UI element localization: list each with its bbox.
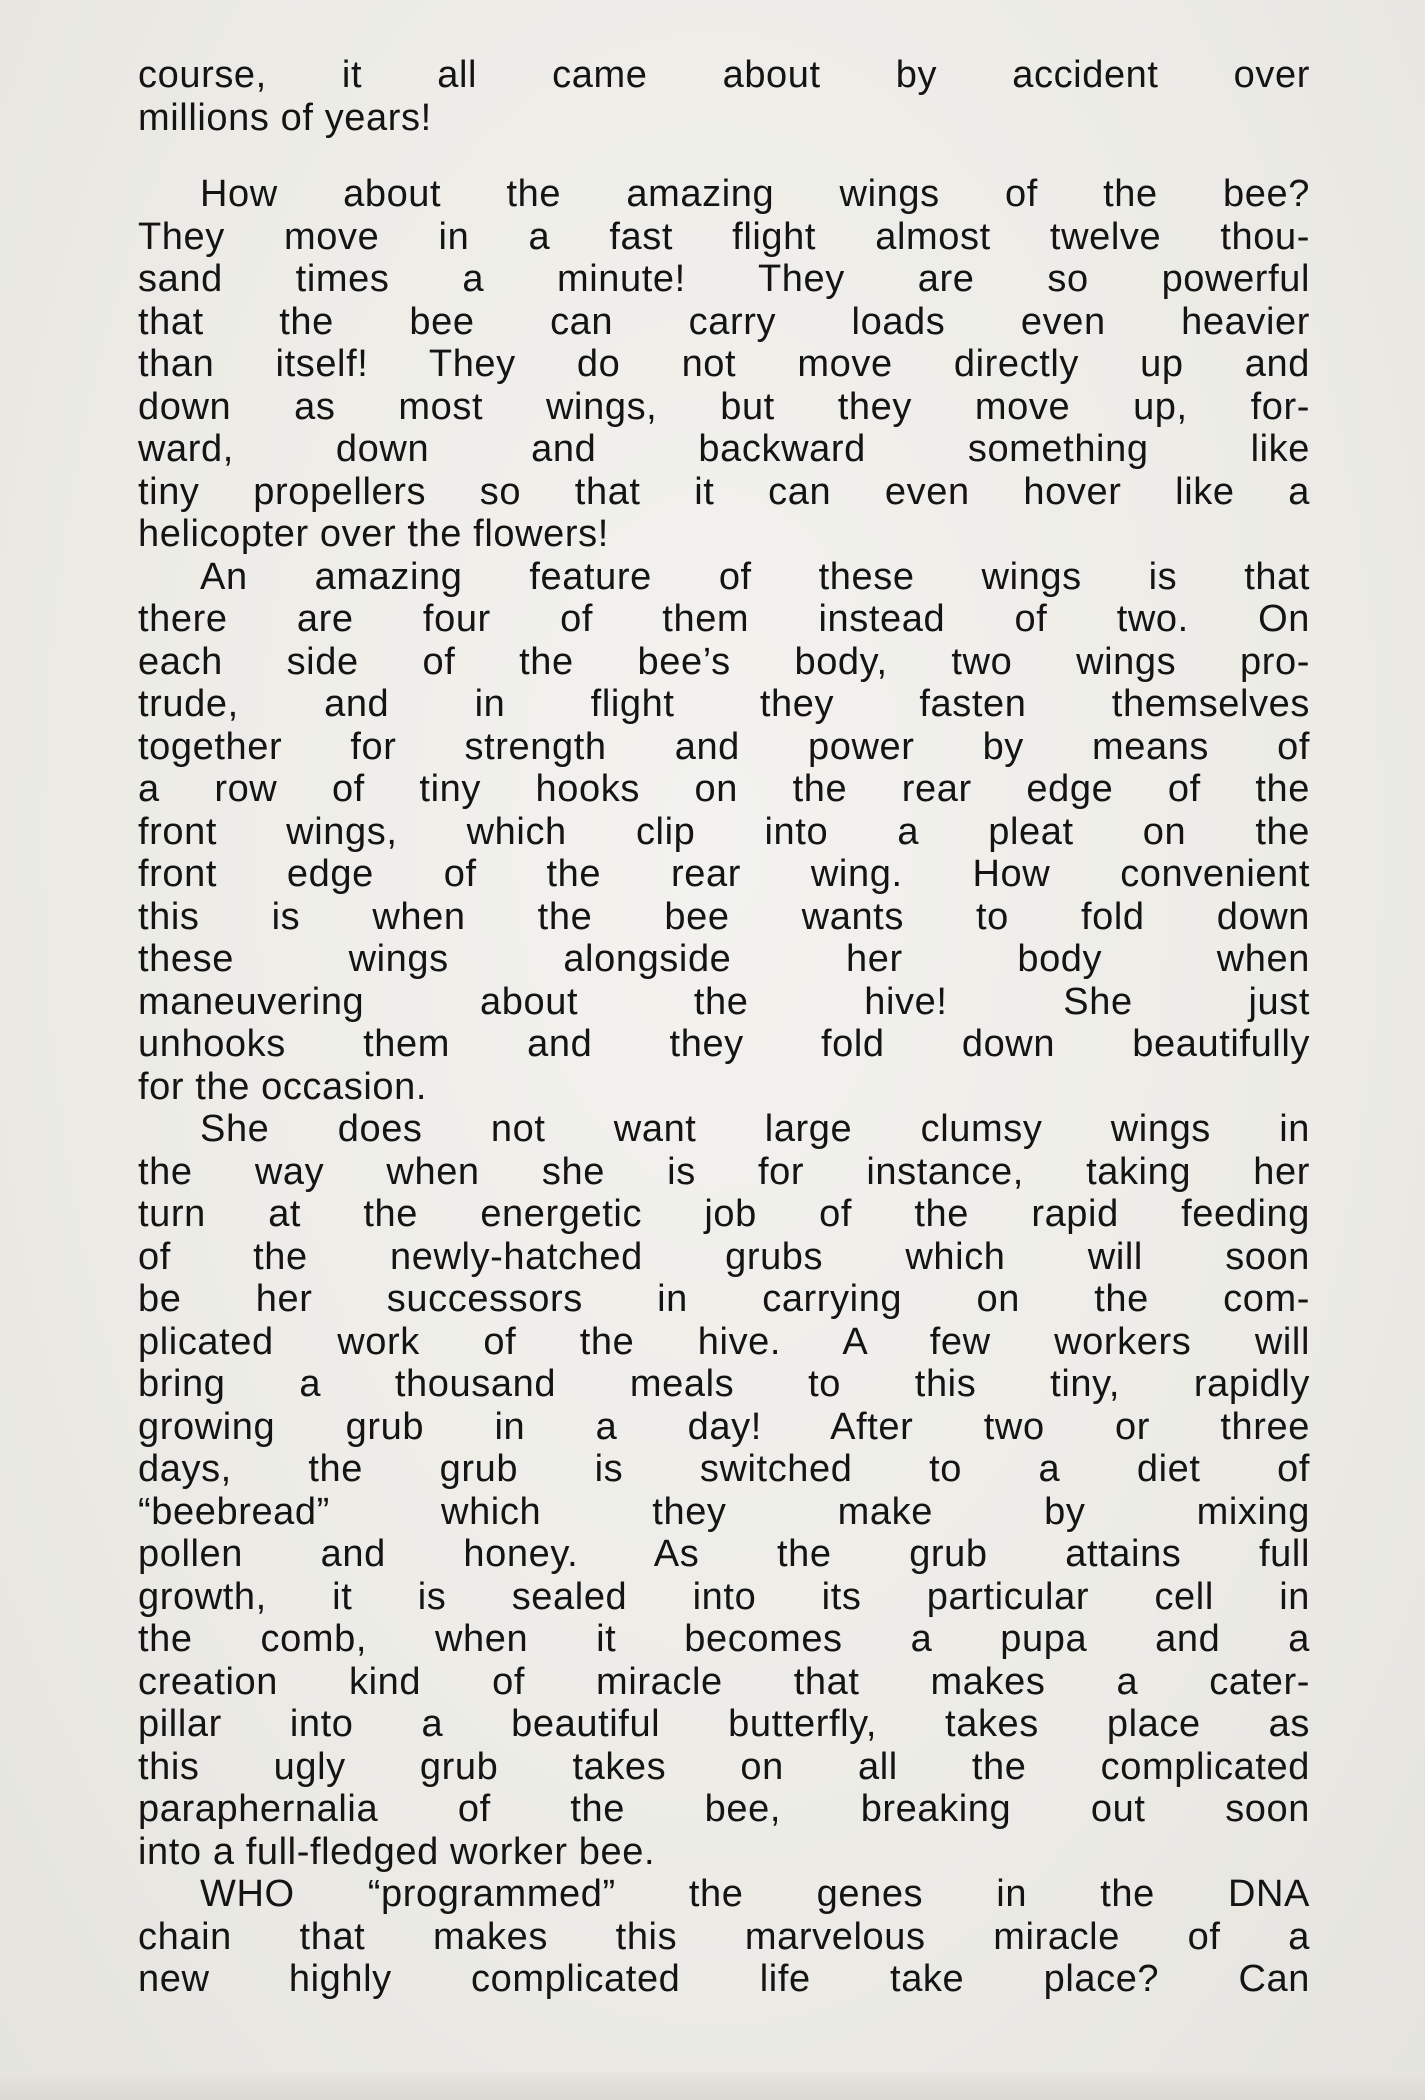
text-line: the way when she is for instance, taking her xyxy=(138,1150,1310,1193)
page-bottom-edge xyxy=(0,2072,1425,2100)
text-line: these wings alongside her body when xyxy=(138,938,1310,980)
text-line: paraphernalia of the bee, breaking out soon xyxy=(138,1788,1310,1830)
text-line: of the newly-hatched grubs which will soon xyxy=(138,1235,1310,1278)
text-line: a row of tiny hooks on the rear edge of the xyxy=(138,768,1310,810)
paragraph xyxy=(138,1873,1310,2001)
text-line: chain that makes this marvelous miracle of a xyxy=(138,1915,1310,1958)
text-line: ward, down and backward something like xyxy=(138,428,1310,470)
text-line: days, the grub is switched to a diet of xyxy=(138,1448,1310,1490)
text-line: that the bee can carry loads even heavier xyxy=(138,300,1310,343)
text-line: front wings, which clip into a pleat on the xyxy=(138,810,1310,853)
text-line: trude, and in flight they fasten themselves xyxy=(138,683,1310,725)
text-line: “beebread” which they make by mixing xyxy=(138,1490,1310,1533)
text-line: creation kind of miracle that makes a cater- xyxy=(138,1660,1310,1703)
text-line: down as most wings, but they move up, for- xyxy=(138,385,1310,428)
text-line: They move in a fast flight almost twelve thou- xyxy=(138,215,1310,258)
text-line: for the occasion. xyxy=(138,1065,428,1108)
text-line: An amazing feature of these wings is that xyxy=(200,555,1310,598)
text-line: than itself! They do not move directly up and xyxy=(138,343,1310,385)
text-line: into a full-fledged worker bee. xyxy=(138,1830,656,1873)
text-line: together for strength and power by means of xyxy=(138,725,1310,768)
text-line: pillar into a beautiful butterfly, takes place as xyxy=(138,1703,1310,1745)
text-line: She does not want large clumsy wings in xyxy=(200,1108,1310,1150)
page-body-text xyxy=(138,54,1310,2001)
text-line: growing grub in a day! After two or three xyxy=(138,1405,1310,1448)
text-line: there are four of them instead of two. On xyxy=(138,598,1310,640)
text-line: helicopter over the flowers! xyxy=(138,513,609,555)
paragraph xyxy=(138,556,1310,1109)
text-line: this is when the bee wants to fold down xyxy=(138,895,1310,938)
text-line: turn at the energetic job of the rapid feeding xyxy=(138,1193,1310,1235)
text-line: pollen and honey. As the grub attains full xyxy=(138,1533,1310,1575)
paragraph-gap xyxy=(138,139,1310,173)
text-line: maneuvering about the hive! She just xyxy=(138,980,1310,1023)
text-line: How about the amazing wings of the bee? xyxy=(200,173,1310,215)
text-line: each side of the bee’s body, two wings pro- xyxy=(138,640,1310,683)
text-line: WHO “programmed” the genes in the DNA xyxy=(200,1873,1310,1915)
text-line: plicated work of the hive. A few workers will xyxy=(138,1320,1310,1363)
text-line: growth, it is sealed into its particular cell in xyxy=(138,1575,1310,1618)
text-line: unhooks them and they fold down beautifully xyxy=(138,1023,1310,1065)
text-line: the comb, when it becomes a pupa and a xyxy=(138,1618,1310,1660)
text-line: tiny propellers so that it can even hover like a xyxy=(138,470,1310,513)
text-line: sand times a minute! They are so powerful xyxy=(138,258,1310,300)
text-line: new highly complicated life take place? Can xyxy=(138,1958,1310,2000)
text-line: bring a thousand meals to this tiny, rapidly xyxy=(138,1363,1310,1405)
paragraph xyxy=(138,1108,1310,1873)
paragraph xyxy=(138,173,1310,556)
paragraph xyxy=(138,54,1310,139)
text-line: be her successors in carrying on the com- xyxy=(138,1278,1310,1320)
text-line: millions of years! xyxy=(138,96,432,139)
text-line: front edge of the rear wing. How convenient xyxy=(138,853,1310,895)
text-line: this ugly grub takes on all the complicated xyxy=(138,1745,1310,1788)
text-line: course, it all came about by accident over xyxy=(138,54,1310,96)
